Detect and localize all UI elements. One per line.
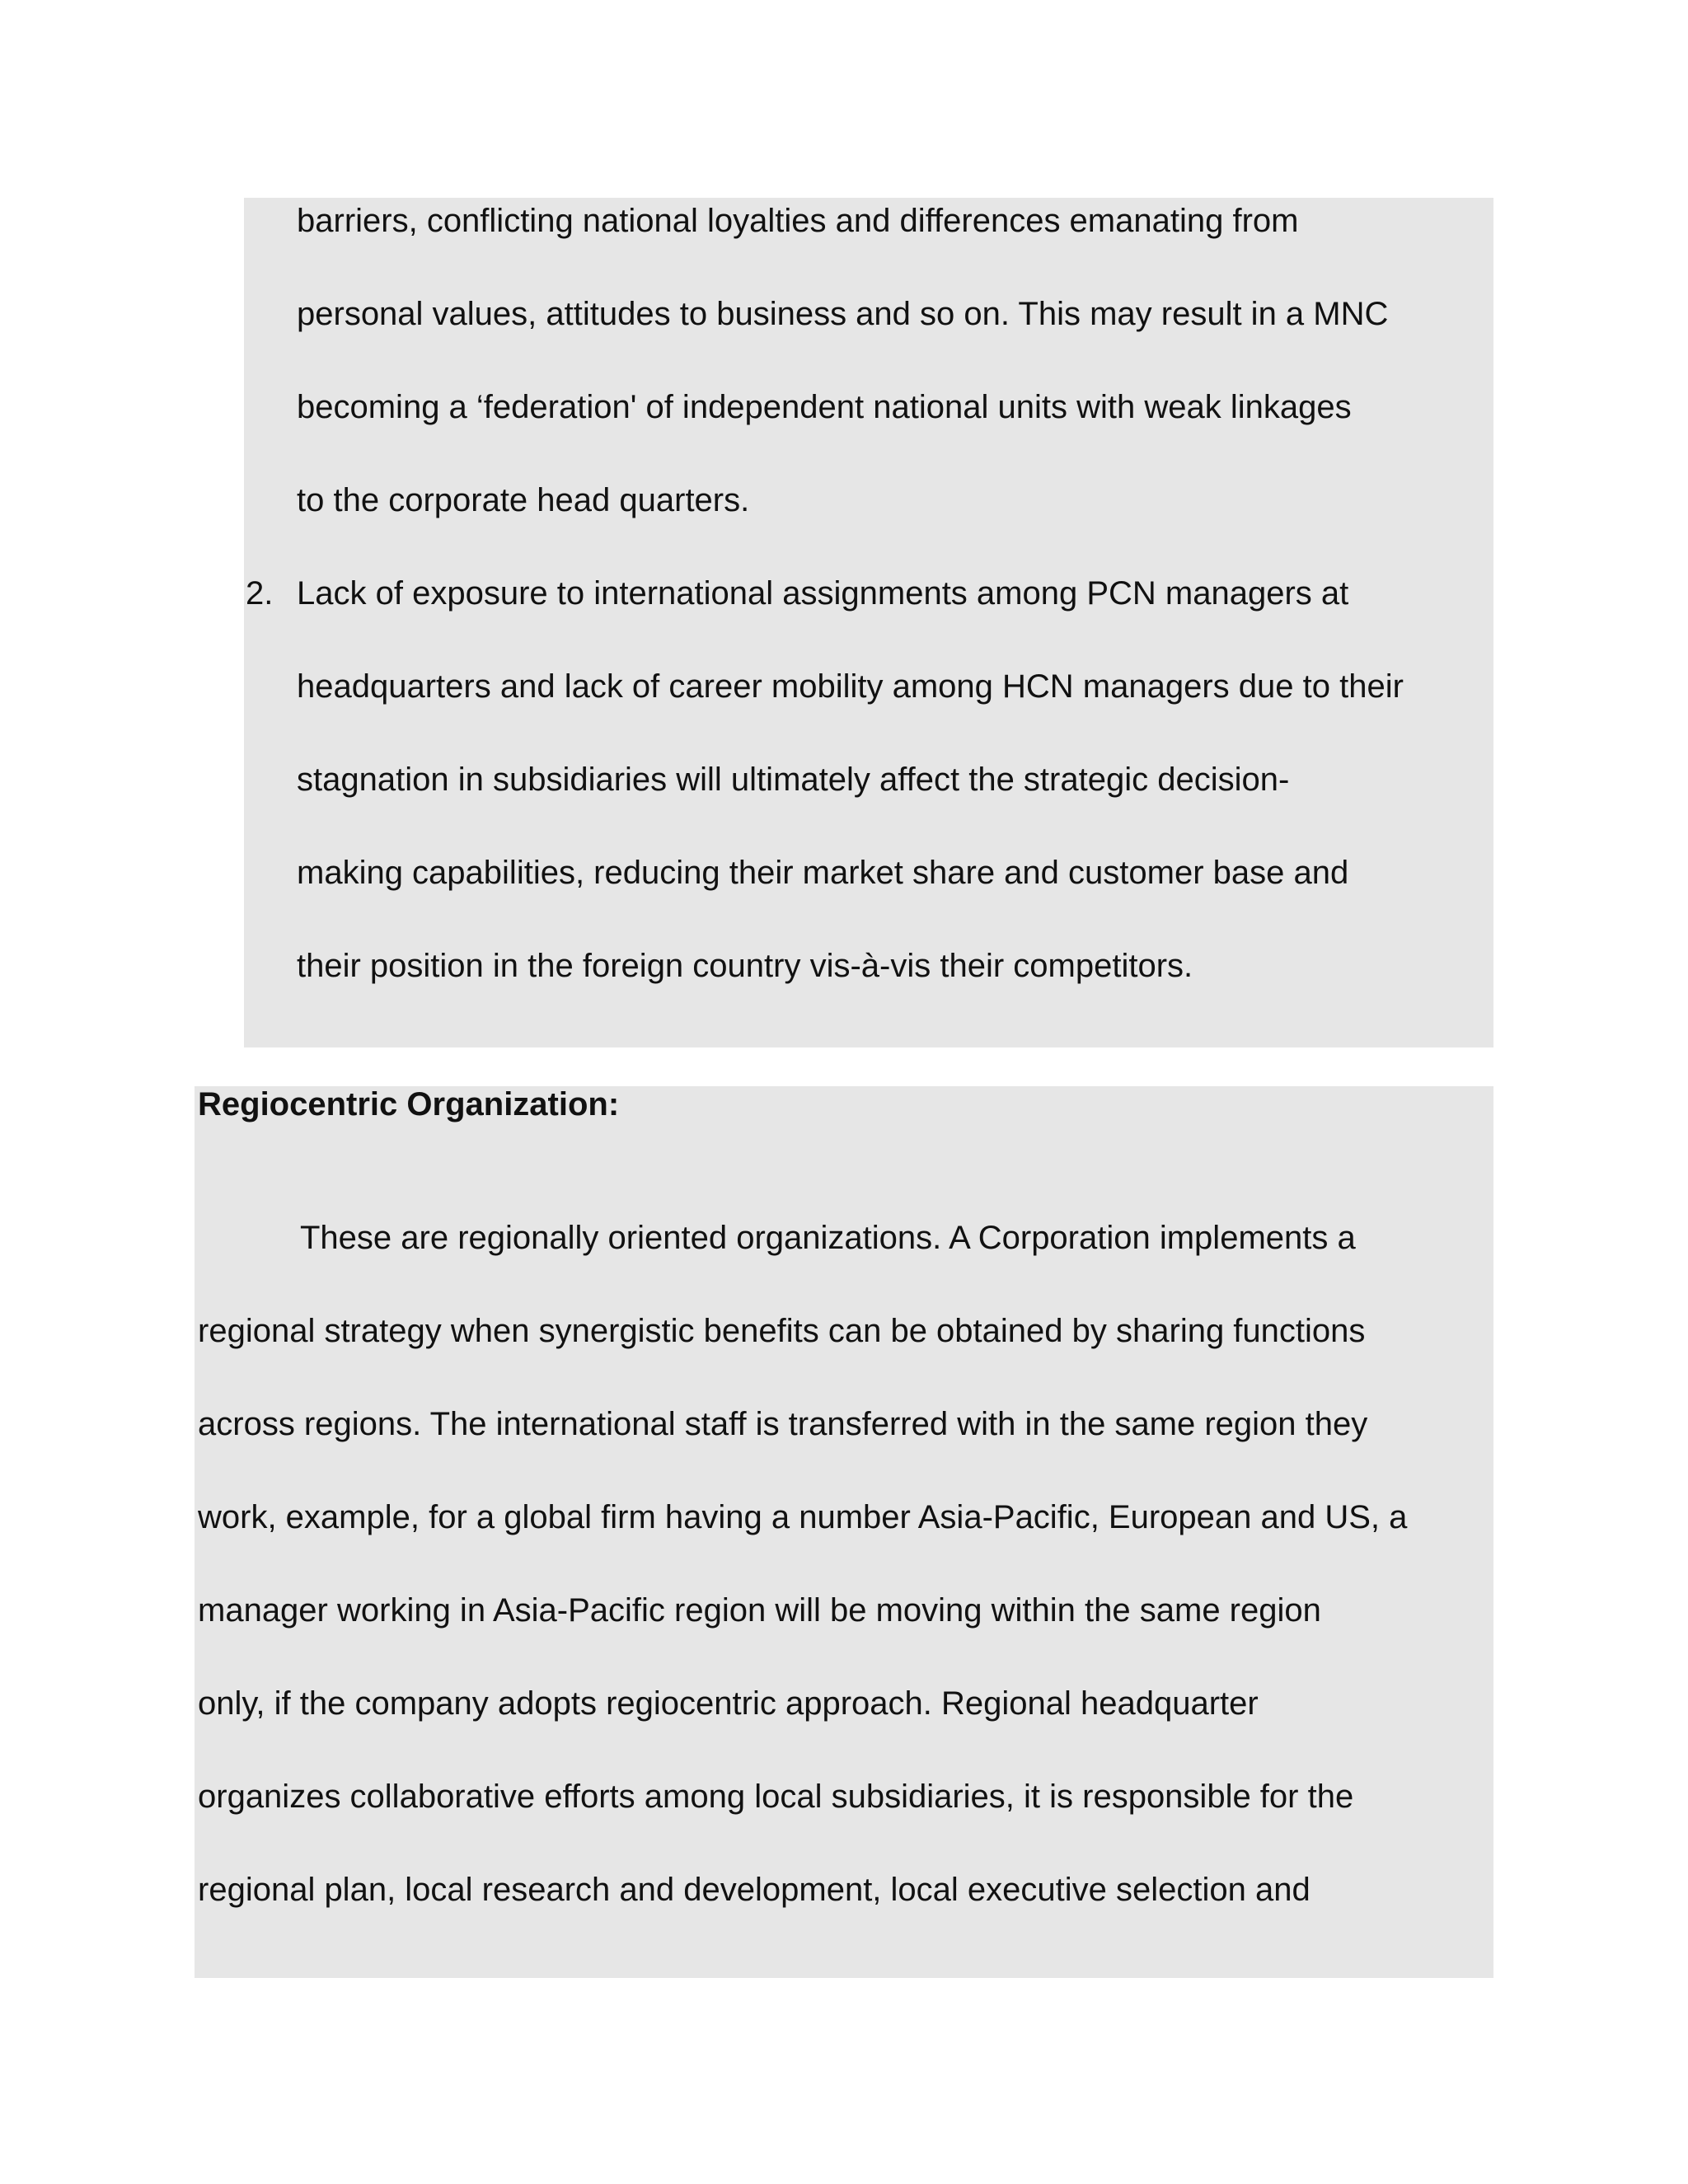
text-line: Lack of exposure to international assignments among PCN managers at <box>297 575 1349 612</box>
text-line: to the corporate head quarters. <box>297 482 750 518</box>
list-number: 2. <box>246 575 274 612</box>
text-line: regional plan, local research and development, local executive selection and <box>198 1872 1311 1908</box>
text-line: work, example, for a global firm having a number Asia-Pacific, European and US, a <box>198 1499 1408 1535</box>
text-line: personal values, attitudes to business and so on. This may result in a MNC <box>297 296 1389 332</box>
text-line: These are regionally oriented organizations. A Corporation implements a <box>300 1220 1356 1256</box>
text-line: manager working in Asia-Pacific region will be moving within the same region <box>198 1592 1321 1629</box>
text-line: stagnation in subsidiaries will ultimately affect the strategic decision- <box>297 762 1290 798</box>
text-line: across regions. The international staff is transferred with in the same region they <box>198 1406 1368 1442</box>
text-line: only, if the company adopts regiocentric approach. Regional headquarter <box>198 1685 1259 1722</box>
text-line: becoming a ‘federation' of independent national units with weak linkages <box>297 389 1352 425</box>
text-line: headquarters and lack of career mobility among HCN managers due to their <box>297 668 1404 705</box>
text-line: regional strategy when synergistic benefits can be obtained by sharing functions <box>198 1313 1366 1349</box>
text-line: making capabilities, reducing their market share and customer base and <box>297 855 1349 891</box>
text-line: their position in the foreign country vis-à-vis their competitors. <box>297 948 1193 984</box>
text-line: barriers, conflicting national loyalties and differences emanating from <box>297 203 1299 239</box>
text-line: organizes collaborative efforts among local subsidiaries, it is responsible for the <box>198 1779 1354 1815</box>
section-heading: Regiocentric Organization: <box>198 1086 620 1122</box>
